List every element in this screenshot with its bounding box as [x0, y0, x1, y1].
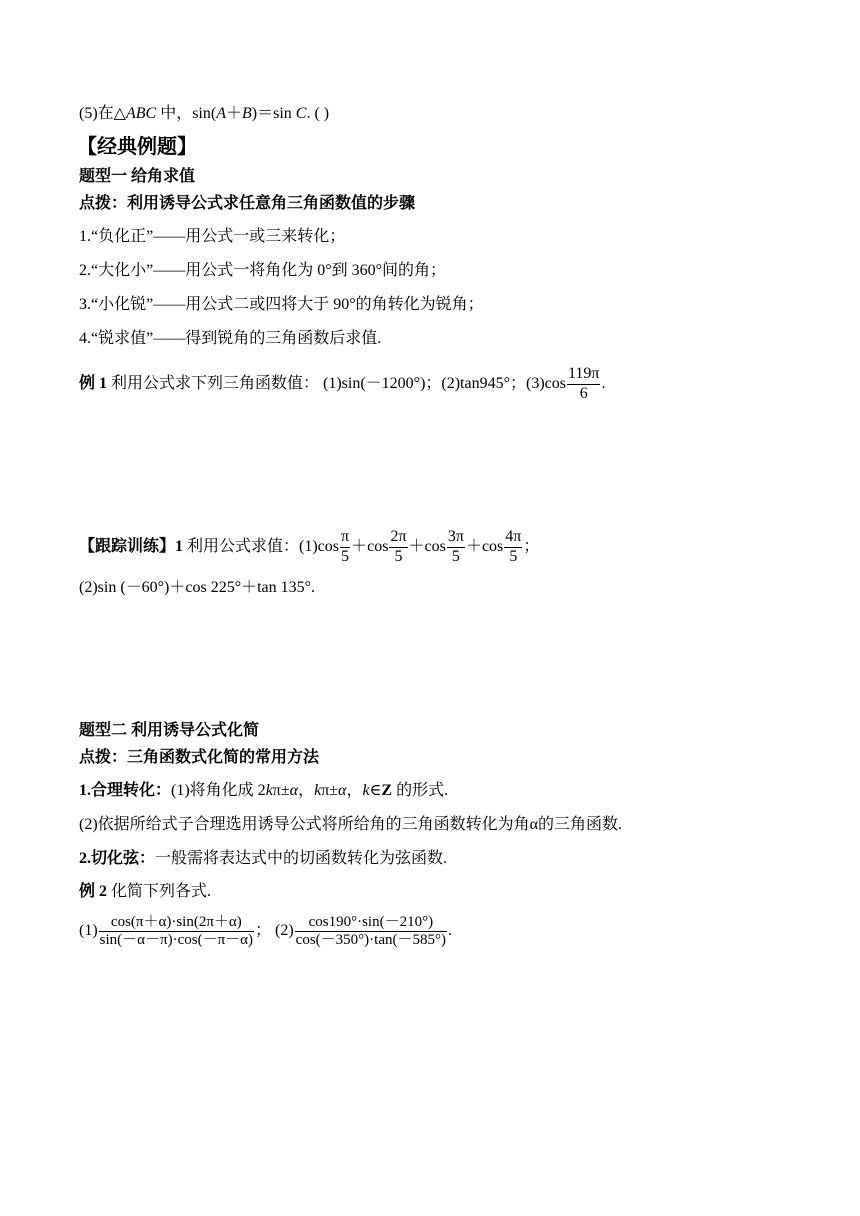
fraction-119pi-6: $\frac{119\pi}{6}$ — [568, 365, 600, 402]
type1-tip: 点拨：利用诱导公式求任意角三角函数值的步骤 — [79, 195, 416, 212]
practice-1-part-2: (2)sin (－60°)＋cos 225°＋tan 135°. — [79, 579, 316, 596]
method-1: 1.合理转化：(1)将角化成 2kπ±α，kπ±α，k∈Z 的形式. — [79, 782, 449, 799]
example-1: 例 1 利用公式求下列三角函数值： (1)sin(－1200°)；(2)tan945°；(3)cos $\frac{119\pi}{6}$ . — [79, 365, 606, 402]
fraction-4pi-5: $\frac{4\pi}{5}$ — [505, 528, 522, 565]
type1-title: 题型一 给角求值 — [79, 168, 196, 185]
method-2: 2.切化弦：一般需将表达式中的切函数转化为弦函数. — [79, 850, 448, 867]
fraction-expression-1: $\frac{\cos(\pi+\alpha)\cdot\sin(2\pi+\alpha)}{\sin(-\alpha-\pi)\cdot\cos(-\pi-\alpha)}$ — [99, 913, 253, 948]
step-2: 2.“大化小”——用公式一将角化为 0°到 360°间的角； — [79, 262, 447, 279]
method-1-part-2: (2)依据所给式子合理选用诱导公式将所给角的三角函数转化为角α的三角函数. — [79, 816, 623, 833]
practice-1: 【跟踪训练】1 利用公式求值：(1)cos $\frac{\pi}{5}$ ＋cos $\frac{2\pi}{5}$ ＋cos $\frac{3\pi}{5}$ ＋cos $\frac{4\pi}{5}$ ； — [79, 528, 540, 565]
fraction-2pi-5: $\frac{2\pi}{5}$ — [390, 528, 407, 565]
question-5: (5)在△ABC 中，sin(A＋B)＝sin C. ( ) — [79, 105, 330, 122]
example-2-expressions: (1) $\frac{\cos(\pi+\alpha)\cdot\sin(2\pi+\alpha)}{\sin(-\alpha-\pi)\cdot\cos(-\pi-\alpha)}$ ； (2) $\frac{\cos 190^\circ\cdot\sin(-210^\circ)}{\cos(-350^\circ)\cdot\tan(-585^\circ)}$ . — [79, 913, 452, 948]
step-1: 1.“负化正”——用公式一或三来转化； — [79, 228, 346, 245]
section-title: 【经典例题】 — [77, 136, 197, 158]
type2-tip: 点拨：三角函数式化简的常用方法 — [79, 749, 320, 766]
example-2-title: 例 2 化简下列各式. — [79, 883, 212, 900]
step-3: 3.“小化锐”——用公式二或四将大于 90°的角转化为锐角； — [79, 296, 484, 313]
step-4: 4.“锐求值”——得到锐角的三角函数后求值. — [79, 330, 382, 347]
type2-title: 题型二 利用诱导公式化简 — [79, 722, 260, 739]
fraction-expression-2: $\frac{\cos 190^\circ\cdot\sin(-210^\circ)}{\cos(-350^\circ)\cdot\tan(-585^\circ)}$ — [295, 913, 446, 948]
fraction-3pi-5: $\frac{3\pi}{5}$ — [447, 528, 464, 565]
fraction-pi-5: $\frac{\pi}{5}$ — [341, 528, 350, 565]
